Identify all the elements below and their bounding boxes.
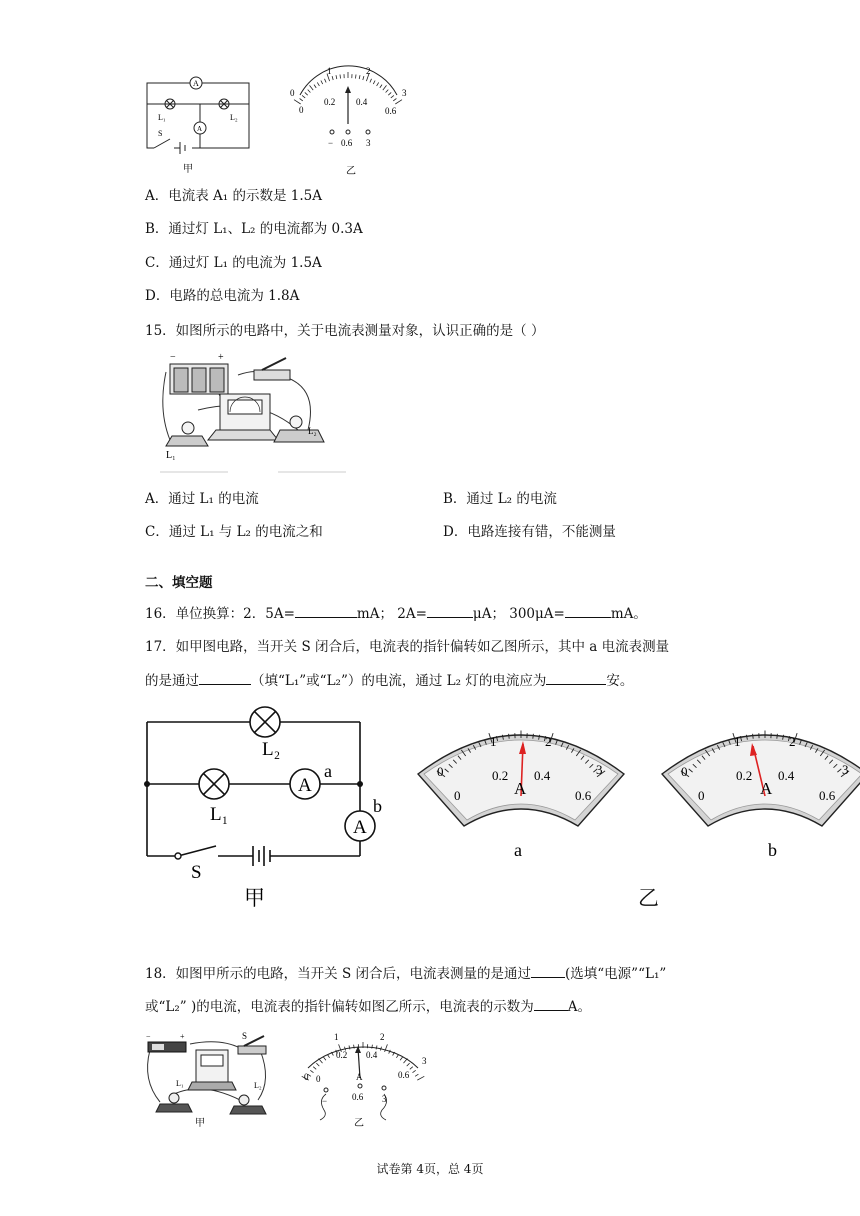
- meter-b-upper-3: 3: [842, 762, 849, 777]
- q17-meter-a: [410, 714, 636, 862]
- q18-part-d: A。: [567, 999, 591, 1015]
- dial-tick: [777, 734, 778, 739]
- dial-tick: [308, 90, 311, 93]
- scale-lower-2: 0.4: [356, 97, 368, 107]
- q18-blank-1[interactable]: [531, 964, 565, 978]
- q18-caption-yi: 乙: [354, 1118, 364, 1129]
- meter-b-caption: b: [768, 840, 777, 860]
- scale-upper-1: 1: [327, 66, 332, 76]
- q18-part-b: (选填“电源”“L₁”: [565, 966, 667, 982]
- terminal-3: 3: [366, 138, 371, 148]
- q16-part4: mA。: [610, 606, 647, 622]
- dial-tick: [372, 1045, 373, 1049]
- q16-blank-3[interactable]: [565, 604, 611, 618]
- ammeter-a-label: A: [193, 79, 199, 88]
- meter-a-unit: A: [514, 779, 527, 798]
- dial-tick: [321, 81, 323, 85]
- q15-option-a: A．通过 L₁ 的电流: [145, 491, 259, 507]
- photo-l2-label: L₂: [308, 426, 317, 436]
- q18-part-c: 或“L₂” )的电流，电流表的指针偏转如图乙所示，电流表的示数为: [145, 999, 534, 1015]
- dial-tick: [316, 1063, 319, 1066]
- dial-tick: [310, 1070, 313, 1072]
- q17-line1: 17．如甲图电路，当开关 S 闭合后，电流表的指针偏转如乙图所示，其中 a 电流表测量: [145, 639, 670, 655]
- q14-option-b: B．通过灯 L₁、L₂ 的电流都为 0.3A: [145, 221, 363, 237]
- q18-upper-1: 1: [334, 1032, 339, 1042]
- caption-yi-17: 乙: [638, 886, 659, 910]
- dial-tick: [413, 1070, 416, 1072]
- q18-battery-minus: −: [146, 1032, 151, 1041]
- battery-minus: −: [170, 352, 176, 363]
- circuit-l1-label: L₁: [210, 804, 229, 825]
- q17-blank-2[interactable]: [546, 671, 606, 685]
- q15-circuit-photo: [158, 350, 348, 476]
- circuit-s-label: S: [191, 862, 202, 883]
- dial-tick: [356, 75, 357, 79]
- dial-tick: [386, 90, 389, 93]
- q15-option-b: B．通过 L₂ 的电流: [443, 491, 557, 507]
- photo-l1-label: L₁: [166, 450, 176, 461]
- meter-b-upper-1: 1: [734, 734, 741, 749]
- q15-stem: 15．如图所示的电路中，关于电流表测量对象，认识正确的是（ ）: [145, 323, 545, 339]
- q17-line2: [145, 671, 633, 690]
- dial-tick: [417, 1076, 424, 1080]
- dial-tick: [354, 1045, 355, 1049]
- q18-lower-3: 0.6: [398, 1070, 410, 1080]
- dial-tick: [377, 82, 379, 86]
- scale-upper-0: 0: [290, 88, 295, 98]
- q18-lower-1: 0.2: [336, 1050, 348, 1060]
- q16-blank-1[interactable]: [295, 604, 357, 618]
- q18-terminal-0-6: 0.6: [352, 1092, 364, 1102]
- dial-tick: [380, 85, 382, 88]
- page-footer: 试卷第 4页，总 4页: [376, 1162, 484, 1176]
- dial-tick: [305, 92, 308, 95]
- q14-circuit-diagram: [140, 70, 260, 180]
- dial-tick: [332, 76, 333, 80]
- meter-b-lower-3: 0.6: [819, 788, 836, 803]
- dial-tick: [391, 95, 394, 98]
- ammeter-symbol-a: A: [298, 775, 312, 796]
- q18-caption-jia: 甲: [195, 1118, 205, 1129]
- scale-lower-3: 0.6: [385, 106, 397, 116]
- meter-a-upper-1: 1: [490, 734, 497, 749]
- q18-circuit-photo: [140, 1030, 275, 1130]
- q18-upper-3: 3: [422, 1056, 427, 1066]
- ammeter-symbol-b: A: [353, 817, 367, 838]
- meter-a-caption: a: [514, 840, 522, 860]
- dial-tick: [393, 99, 396, 101]
- scale-lower-1: 0.2: [324, 97, 336, 107]
- switch-label: S: [158, 129, 163, 138]
- dial-tick: [376, 1046, 377, 1050]
- q17-part-b: （填“L₁”或“L₂”）的电流，通过 L₂ 灯的电流应为: [251, 673, 547, 689]
- meter-b-lower-2: 0.4: [778, 768, 795, 783]
- dial-tick: [363, 76, 364, 80]
- dial-tick: [310, 85, 314, 90]
- terminal-minus: −: [328, 138, 334, 148]
- q18-part-a: 18．如图甲所示的电路，当开关 S 闭合后，电流表测量的是通过: [145, 966, 532, 982]
- q18-upper-2: 2: [380, 1032, 385, 1042]
- scale-lower-0: 0: [299, 105, 304, 115]
- dial-tick: [340, 75, 341, 79]
- battery-plus: +: [218, 352, 224, 363]
- dial-tick: [294, 100, 301, 104]
- dial-tick: [302, 95, 305, 98]
- circuit-b-label: b: [373, 796, 382, 816]
- meter-a-upper-3: 3: [596, 762, 603, 777]
- ammeter-a1-label: A: [197, 125, 203, 133]
- q16-part2: mA； 2A=: [356, 606, 427, 622]
- q18-line2: [145, 997, 591, 1016]
- dial-tick: [753, 734, 754, 739]
- l1-label: L₁: [158, 113, 166, 122]
- meter-a-upper-2: 2: [545, 734, 552, 749]
- dial-tick: [410, 1067, 413, 1070]
- q18-l1-label: L₁: [176, 1079, 184, 1088]
- q16-part1: 16．单位换算：2．5A=: [145, 606, 295, 622]
- dial-tick: [400, 1057, 402, 1060]
- dial-tick: [415, 1074, 418, 1076]
- meter-b-upper-2: 2: [789, 734, 796, 749]
- q16-blank-2[interactable]: [427, 604, 473, 618]
- meter-a-lower-2: 0.4: [534, 768, 551, 783]
- l2-label: L₂: [230, 113, 238, 122]
- q18-terminal-minus: −: [322, 1096, 328, 1106]
- q16-part3: μA； 300μA=: [472, 606, 565, 622]
- dial-tick: [509, 734, 510, 739]
- dial-tick: [359, 75, 360, 79]
- q18-terminal-3: 3: [382, 1094, 387, 1104]
- q18-upper-0: 0: [304, 1072, 309, 1082]
- circuit-a-label: a: [324, 761, 332, 781]
- meter-b-upper-0: 0: [681, 764, 688, 779]
- q14-option-a: A．电流表 A₁ 的示数是 1.5A: [145, 188, 323, 204]
- q17-part-c: 安。: [606, 673, 634, 689]
- circuit-l2-label: L₂: [262, 739, 281, 760]
- dial-tick: [383, 85, 387, 90]
- q18-lower-0: 0: [316, 1074, 321, 1084]
- dial-tick: [336, 75, 337, 79]
- terminal-0-6: 0.6: [341, 138, 353, 148]
- dial-tick: [388, 92, 391, 95]
- dial-tick: [325, 79, 327, 83]
- q18-switch-label: S: [242, 1031, 248, 1041]
- q17-blank-1[interactable]: [199, 671, 251, 685]
- dial-tick: [314, 85, 316, 88]
- section-title: 二、填空题: [145, 575, 213, 591]
- meter-a-upper-0: 0: [437, 764, 444, 779]
- dial-tick: [373, 81, 375, 85]
- q18-lower-2: 0.4: [366, 1050, 378, 1060]
- q14-option-d: D．电路的总电流为 1.8A: [145, 288, 300, 304]
- q17-part-a: 的是通过: [145, 673, 199, 689]
- q18-unit: A: [356, 1072, 363, 1082]
- q16: [145, 604, 647, 623]
- dial-tick: [370, 79, 372, 83]
- dial-tick: [349, 1046, 350, 1050]
- q15-option-d: D．电路连接有错，不能测量: [443, 524, 616, 540]
- q17-circuit-diagram: [140, 700, 400, 915]
- scale-upper-3: 3: [402, 88, 407, 98]
- q14-option-c: C．通过灯 L₁ 的电流为 1.5A: [145, 255, 322, 271]
- scale-upper-2: 2: [366, 66, 371, 76]
- q15-option-c: C．通过 L₁ 与 L₂ 的电流之和: [145, 524, 323, 540]
- caption-yi: 乙: [346, 166, 356, 177]
- q18-blank-2[interactable]: [534, 997, 568, 1011]
- caption-jia: 甲: [183, 164, 193, 175]
- caption-jia-17: 甲: [244, 886, 265, 910]
- q18-battery-plus: +: [180, 1032, 185, 1041]
- dial-tick: [313, 1067, 316, 1070]
- q18-ammeter-dial: [290, 1030, 440, 1130]
- dial-tick: [395, 100, 402, 104]
- dial-tick: [324, 1057, 326, 1060]
- dial-tick: [533, 734, 534, 739]
- meter-b-unit: A: [760, 779, 773, 798]
- meter-b-lower-1: 0.2: [736, 768, 753, 783]
- q18-l2-label: L₂: [254, 1081, 262, 1090]
- dial-tick: [317, 82, 319, 86]
- q18-line1: [145, 964, 666, 983]
- q17-meter-b: [654, 714, 860, 862]
- meter-a-lower-1: 0.2: [492, 768, 509, 783]
- meter-a-lower-0: 0: [454, 788, 461, 803]
- dial-tick: [300, 99, 303, 101]
- dial-tick: [407, 1063, 410, 1066]
- q14-ammeter-dial: [282, 62, 417, 182]
- meter-b-lower-0: 0: [698, 788, 705, 803]
- meter-a-lower-3: 0.6: [575, 788, 592, 803]
